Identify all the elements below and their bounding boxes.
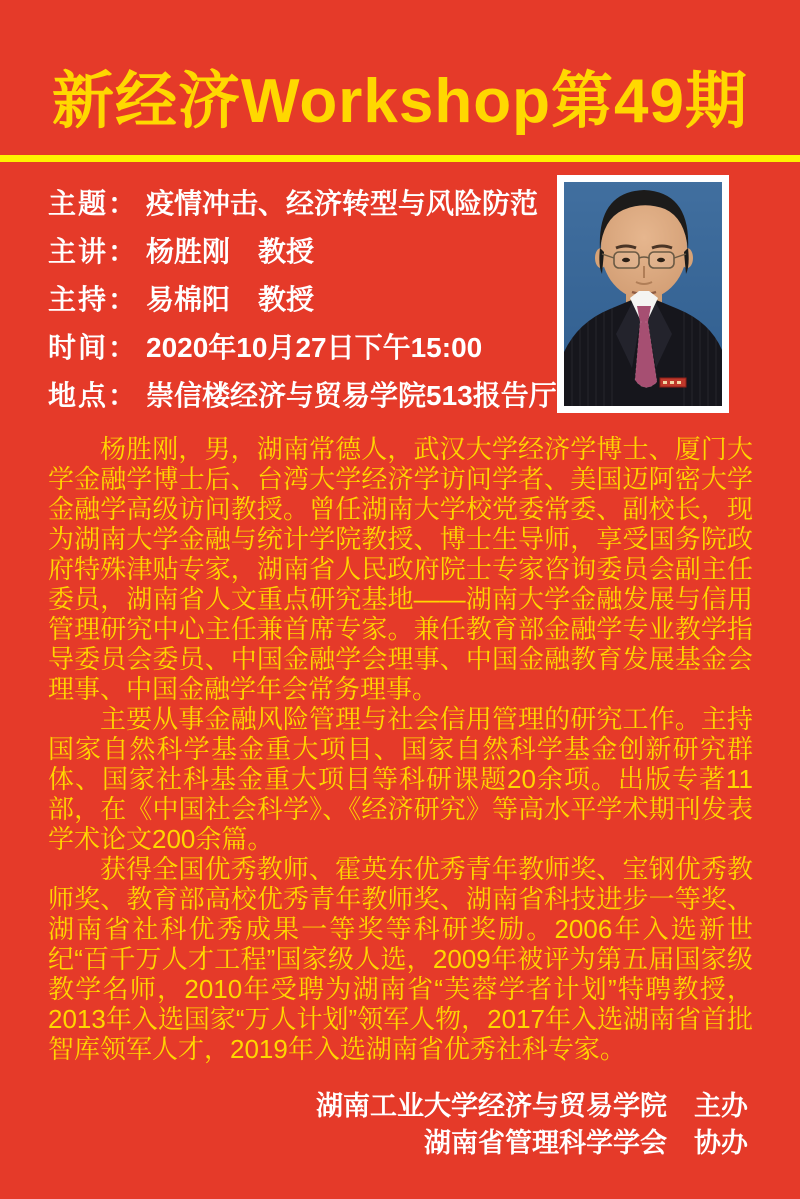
info-row-time [48, 322, 553, 370]
biography-paragraph-1: 杨胜刚，男，湖南常德人，武汉大学经济学博士、厦门大学金融学博士后、台湾大学经济学访问学者、美国迈阿密大学金融学高级访问教授。曾任湖南大学校党委常委、副校长，现为湖南大学金融与统计学院教授、博士生导师，享受国务院政府特殊津贴专家，湖南省人民政府院士专家咨询委员会副主任委员，湖南省人文重点研究基地——湖南大学金融发展与信用管理研究中心主任兼首席专家。兼任教育部金融学专业教学指导委员会委员、中国金融学会理事、中国金融教育发展基金会理事、中国金融学年会常务理事。 [48, 434, 753, 705]
speaker-label: 主讲： [48, 236, 139, 268]
time-label: 时间： [48, 332, 139, 364]
event-info-section [48, 178, 557, 418]
biography-section [48, 434, 753, 1064]
host-value: 易棉阳 教授 [146, 284, 315, 316]
speaker-value: 杨胜刚 教授 [146, 236, 315, 268]
location-label: 地点： [48, 380, 139, 412]
co-organizer-line: 湖南省管理科学学会 协办 [424, 1128, 748, 1159]
topic-value: 疫情冲击、经济转型与风险防范 [146, 188, 539, 220]
yellow-divider-line [0, 155, 800, 162]
organizer-line: 湖南工业大学经济与贸易学院 主办 [316, 1091, 748, 1122]
biography-paragraph-2: 主要从事金融风险管理与社会信用管理的研究工作。主持国家自然科学基金重大项目、国家自然科学基金创新研究群体、国家社科基金重大项目等科研课题20余项。出版专著11部，在《中国社会科学》、《经济研究》等高水平学术期刊发表学术论文200余篇。 [48, 704, 753, 855]
info-row-topic [48, 178, 553, 226]
host-label: 主持： [48, 284, 139, 316]
info-row-host [48, 274, 553, 322]
info-row-location [48, 370, 557, 418]
organizers-footer [0, 1088, 800, 1162]
poster-title: 新经济Workshop第49期 [52, 67, 748, 136]
topic-label: 主题： [48, 188, 139, 220]
time-value: 2020年10月27日下午15:00 [146, 332, 483, 364]
location-value: 崇信楼经济与贸易学院513报告厅 [146, 380, 557, 412]
biography-paragraph-3: 获得全国优秀教师、霍英东优秀青年教师奖、宝钢优秀教师奖、教育部高校优秀青年教师奖、湖南省科技进步一等奖、湖南省社科优秀成果一等奖等科研奖励。2006年入选新世纪“百千万人才工程”国家级人选，2009年被评为第五届国家级教学名师，2010年受聘为湖南省“芙蓉学者计划”特聘教授，2013年入选国家“万人计划”领军人物，2017年入选湖南省首批智库领军人才，2019年入选湖南省优秀社科专家。 [48, 854, 753, 1065]
info-row-speaker [48, 226, 553, 274]
speaker-portrait-illustration [564, 182, 722, 406]
speaker-photo [557, 175, 729, 413]
